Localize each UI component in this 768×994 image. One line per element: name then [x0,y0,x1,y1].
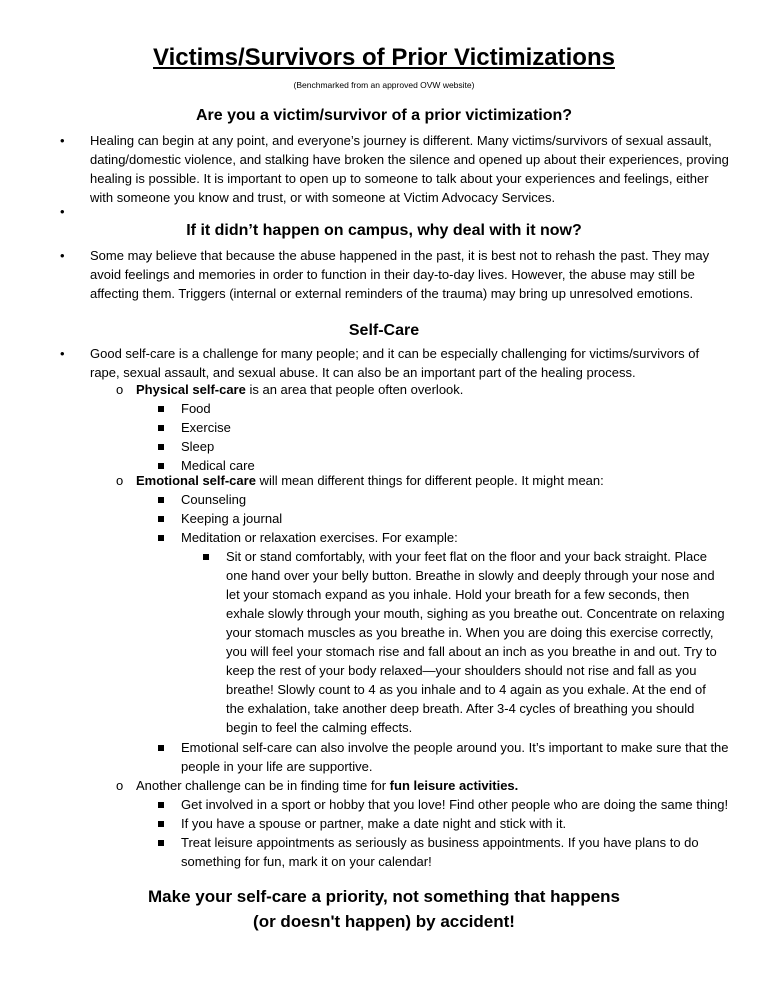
physical-self-care-label: Physical self-care [136,382,246,397]
list-item: Meditation or relaxation exercises. For example: [181,530,458,545]
list-item-leisure [136,776,736,795]
section-heading-self-care: Self-Care [348,322,420,339]
bullet-dot: • [60,346,65,361]
list-item: Get involved in a sport or hobby that you love! Find other people who are doing the same thing! [181,797,729,812]
bullet-dot-empty: • [60,204,65,219]
square-bullet [158,444,164,450]
section-paragraph-healing: Healing can begin at any point, and everyone’s journey is different. Many victims/survivors of sexual assault, dating/domestic violence, and stalking have broken the silence and opened up about their experiences, proving healing is possible. It is important to open up to someone to talk about your experiences and feelings, either with someone you know and trust, or with someone at Victim Advocacy Services. [90,133,729,205]
list-item: If you have a spouse or partner, make a date night and stick with it. [181,816,567,831]
bullet-dot: • [60,248,65,263]
emotional-self-care-text: will mean different things for different people. It might mean: [255,473,604,488]
square-bullet [203,554,209,560]
circle-bullet: o [116,382,124,397]
list-item-physical-self-care [136,380,736,399]
list-item: Counseling [181,492,247,507]
emotional-self-care-label: Emotional self-care [136,473,256,488]
square-bullet [158,745,164,751]
list-item: Treat leisure appointments as seriously as business appointments. If you have plans to do something for fun, mark it on your calendar! [181,835,699,869]
square-bullet [158,463,164,469]
square-bullet [158,821,164,827]
closing-line-2: (or doesn't happen) by accident! [253,912,515,931]
square-bullet [158,406,164,412]
leisure-label: fun leisure activities. [389,778,519,793]
page-subtitle: (Benchmarked from an approved OVW website) [293,80,475,90]
page-title: Victims/Survivors of Prior Victimizations [153,44,615,71]
section-paragraph-triggers: Some may believe that because the abuse happened in the past, it is best not to rehash the past. They may avoid feelings and memories in order to function in their day-to-day lives. However, the abuse may still be affecting them. Triggers (internal or external reminders of the trauma) may bring up unresolved emotions. [90,248,710,301]
list-item-supportive-people: Emotional self-care can also involve the people around you. It’s important to make sure that the people in your life are supportive. [181,740,729,774]
bullet-dot: • [60,133,65,148]
circle-bullet: o [116,778,124,793]
square-bullet [158,840,164,846]
square-bullet [158,425,164,431]
list-item-emotional-self-care [136,471,736,490]
square-bullet [158,535,164,541]
list-item: Medical care [181,458,255,473]
list-item: Sleep [181,439,215,454]
list-item: Exercise [181,420,231,435]
physical-self-care-text: is an area that people often overlook. [245,382,464,397]
square-bullet [158,516,164,522]
breathing-exercise-text: Sit or stand comfortably, with your feet flat on the floor and your back straight. Place one hand over your belly button. Breathe in slowly and deeply through your nose and let your stomach expand as you inhale. Hold your breath for a few seconds, then exhale slowly through your mouth, sighing as you breathe out. Concentrate on relaxing your stomach muscles as you breathe in. When you are doing this exercise correctly, you will feel your stomach rise and fall about an inch as you breathe in and out. Try to keep the rest of your body relaxed—your shoulders should not rise and fall as you breathe! Slowly count to 4 as you inhale and to 4 again as you exhale. At the end of the exhalation, take another deep breath. After 3-4 cycles of breathing you should begin to feel the calming effects. [226,549,725,735]
leisure-text: Another challenge can be in finding time for [136,778,390,793]
section-paragraph-self-care: Good self-care is a challenge for many people; and it can be especially challenging for victims/survivors of rape, sexual assault, and sexual abuse. It can also be an important part of the healing process. [90,346,700,380]
section-heading-why-now: If it didn’t happen on campus, why deal with it now? [186,222,582,239]
list-item: Keeping a journal [181,511,283,526]
square-bullet [158,497,164,503]
square-bullet [158,802,164,808]
section-heading-prior-victimization: Are you a victim/survivor of a prior victimization? [195,107,573,124]
circle-bullet: o [116,473,124,488]
closing-line-1: Make your self-care a priority, not something that happens [148,887,620,906]
list-item: Food [181,401,211,416]
